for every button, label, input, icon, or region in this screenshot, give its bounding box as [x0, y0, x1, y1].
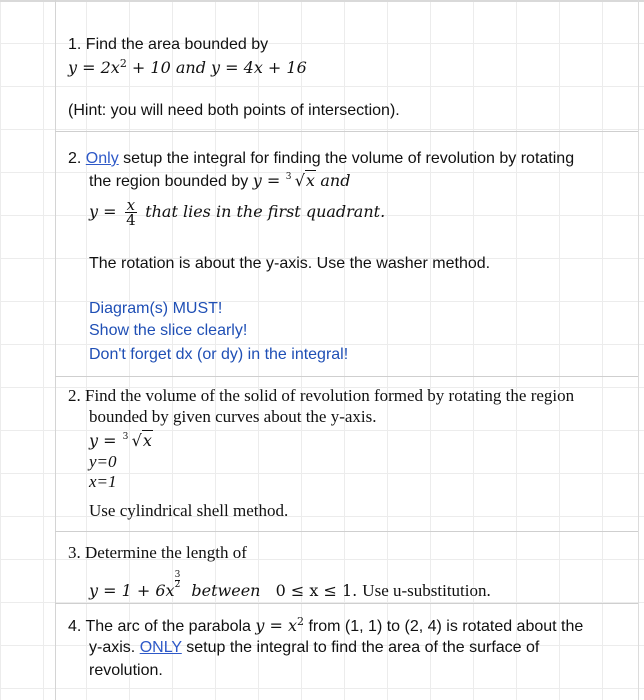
- q2b-method: Use cylindrical shell method.: [89, 501, 289, 520]
- right-margin-line: [638, 0, 639, 700]
- q1-text: Find the area bounded by: [85, 36, 269, 53]
- q2a-rotation: The rotation is about the y-axis. Use the washer method.: [89, 255, 491, 272]
- q2b-eq-3: x=1: [89, 472, 117, 491]
- only-link[interactable]: ONLY: [139, 639, 182, 656]
- q2b-prompt-line-2: bounded by given curves about the y-axis.: [89, 407, 377, 426]
- q1-hint: (Hint: you will need both points of intersection).: [68, 102, 400, 119]
- q2a-note-1: Diagram(s) MUST!: [89, 300, 223, 317]
- q3-equation: y = 1 + 6x $\frac{3}{2}$ between 0 ≤ x ≤ 1. Use u-substitution.: [89, 570, 491, 600]
- q2a-note-3: Don't forget dx (or dy) in the integral!: [89, 346, 349, 363]
- q1-equation: $y = 2x^2 + 10$ and y = 4x + 16: [68, 57, 307, 77]
- three-halves-exponent: $\frac{3}{2}$: [174, 570, 181, 590]
- q2b-prompt-line-1: 2. Find the volume of the solid of revolution formed by rotating the region: [68, 386, 575, 405]
- q4-prompt-line-3: revolution.: [89, 662, 163, 679]
- top-rule: [0, 0, 644, 2]
- margin-line: [55, 0, 56, 700]
- cube-root: 3 √x: [122, 431, 152, 450]
- q2b-eq-1: y = 3 √x: [89, 431, 152, 450]
- q2a-prompt-line-2: the region bounded by y = 3 √x and: [89, 171, 351, 190]
- x-over-4-fraction: $\frac{x}{4}$: [126, 196, 136, 229]
- q3-prompt: 3. Determine the length of: [68, 543, 247, 562]
- q2a-note-2: Show the slice clearly!: [89, 322, 248, 339]
- cube-root: 3 √x: [285, 171, 315, 190]
- divider: [55, 376, 638, 377]
- divider: [55, 603, 638, 604]
- q4-prompt-line-2: y-axis. ONLY setup the integral to find the area of the surface of: [89, 639, 540, 656]
- only-link[interactable]: Only: [85, 150, 119, 167]
- q2a-prompt-line-3: y = $\frac{x}{4}$ that lies in the first quadrant.: [89, 196, 386, 229]
- divider: [55, 531, 638, 532]
- q2b-eq-2: y=0: [89, 452, 117, 471]
- q1-number: 1.: [68, 36, 82, 53]
- q4-prompt-line-1: 4. The arc of the parabola $y = x^2$ from (1, 1) to (2, 4) is rotated about the: [68, 615, 584, 635]
- divider: [55, 131, 638, 132]
- q1-prompt: [68, 35, 268, 55]
- q2a-prompt-line-1: 2. Only setup the integral for finding the volume of revolution by rotating: [68, 150, 575, 167]
